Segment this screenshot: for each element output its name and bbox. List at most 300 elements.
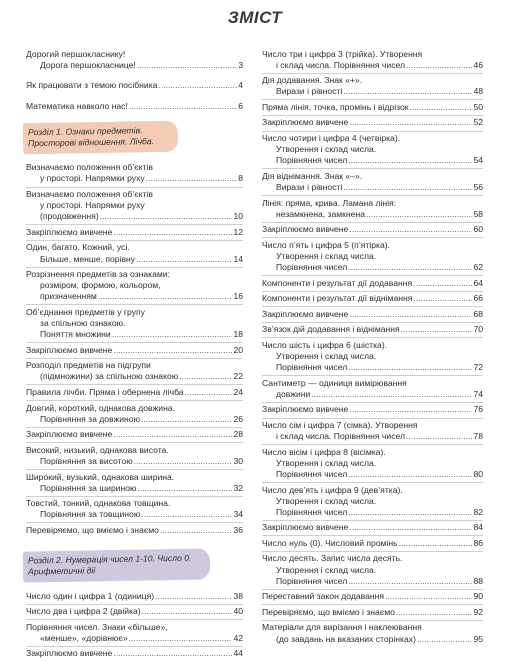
toc-entry-line [26,280,243,291]
dot-leader [158,80,237,91]
toc-entry-text: у просторі. Напрямки руху [40,200,145,211]
toc-entry-line [26,525,243,536]
page-number: 56 [473,181,483,192]
toc-entry-line [26,445,243,456]
toc-entry-text: незамкнена, замкнена [276,208,365,219]
toc-entry-text: Поняття множини [40,329,111,340]
toc-entry [26,359,243,386]
toc-entry-text: Число два і цифра 2 (двійка) [26,606,141,617]
toc-entry [26,268,243,306]
toc-entry-line [26,498,243,509]
page-number: 30 [233,455,243,466]
toc-entry-line [26,371,243,382]
toc-entry-text: Сантиметр — одиниця вимірювання [262,377,407,388]
toc-entry-line [26,80,243,91]
page-number: 52 [473,117,483,128]
toc-entry-line [26,509,243,520]
dot-leader [399,538,473,549]
toc-entry-text: Математика навколо нас! [26,100,128,111]
toc-entry [26,605,243,621]
toc-entry-text: Порівняння чисел [276,155,348,166]
page-number: 76 [473,404,483,415]
toc-entry-line [26,414,243,425]
toc-entry-text: Порівняння за товщиною [40,509,141,520]
dot-leader [343,86,472,97]
toc-entry-text: Число вісім і цифра 8 (вісімка). [262,446,386,457]
page-number: 32 [233,482,243,493]
dot-leader [113,648,232,659]
toc-left-column [26,47,243,661]
dot-leader [406,60,472,71]
toc-entry-text: Закріплюємо вивчене [26,429,113,440]
toc-entry [26,161,243,188]
toc-entry-line [26,162,243,173]
toc-entry-text: Утворення і склад числа. [276,495,377,506]
toc-entry [26,385,243,401]
toc-entry-line [262,49,483,60]
toc-right-column [262,47,483,647]
page-number: 70 [473,324,483,335]
toc-entry-line [262,155,483,166]
page-number: 28 [233,429,243,440]
toc-entry [262,621,483,647]
toc-entry [262,238,483,276]
toc-entry-line [262,324,483,335]
toc-entry-text: Число десять. Запис числа десять. [262,553,403,564]
page-number: 20 [233,344,243,355]
toc-entry [262,323,483,339]
toc-entry-line [262,117,483,128]
toc-entry-line [262,198,483,209]
toc-entry-text: за спільною ознакою. [40,318,126,328]
page-number: 34 [233,509,243,520]
page-title: ЗМІСТ [227,8,283,27]
toc-entry-line [262,576,483,587]
page-number: 22 [233,371,243,382]
toc-entry [262,445,483,483]
toc-entry-text: Вирази і рівності [276,86,343,97]
dot-leader [129,633,233,644]
toc-entry-text: Високий, низький, однакова висота. [26,444,169,455]
section-heading-line: Розділ 1. Ознаки предметів. [27,125,143,138]
toc-entry-text: Компоненти і результат дії віднімання [262,293,413,304]
toc-entry-line [262,485,483,496]
toc-entry-text: Дія додавання. Знак «+». [262,75,363,86]
toc-entry-line [262,507,483,518]
toc-entry [262,552,483,590]
toc-entry-line [26,60,243,71]
toc-entry-text: Порівняння чисел [276,506,348,517]
page-number: 95 [473,633,483,644]
toc-entry [262,47,483,74]
toc-entry-line [26,173,243,184]
toc-entry-line [26,211,243,222]
page-number: 24 [233,386,243,397]
toc-entry-text: і склад числа. Порівняння чисел [276,431,406,442]
toc-entry [26,443,243,470]
toc-entry [26,497,243,524]
toc-entry [26,343,243,359]
toc-entry [262,483,483,521]
toc-entry-text: «менше», «дорівнює» [40,632,128,643]
toc-entry-line [262,133,483,144]
dot-leader [129,101,237,112]
section-heading [23,121,179,155]
toc-entry-text: Матеріали для вирізання і наклеювання [262,622,422,633]
toc-entry-line [262,607,483,618]
toc-entry-text: Порівняння за висотою [40,455,133,466]
dot-leader [311,389,472,400]
toc-entry [262,292,483,308]
toc-entry-text: довжини [276,388,311,399]
dot-leader [112,329,233,340]
toc-entry-text: Пряма лінія, точка, промінь і відрізок [262,101,409,112]
toc-entry-text: Вирази і рівності [276,181,343,192]
toc-entry-line [262,553,483,564]
toc-entry-line [262,224,483,235]
toc-entry [26,305,243,343]
toc-entry-text: (підмножини) за спільною ознакою [40,371,179,382]
toc-entry [26,401,243,428]
page-number: 72 [473,362,483,373]
toc-entry-line [26,429,243,440]
dot-leader [349,309,472,320]
dot-leader [136,254,232,265]
section-heading-line: Просторові відношення. Лічба. [28,135,155,149]
toc-entry-line [262,469,483,480]
toc-entry-line [262,522,483,533]
toc-entry [26,589,243,605]
toc-entry-text: Порівняння чисел [276,575,348,586]
dot-leader [348,576,472,587]
toc-entry-line [262,591,483,602]
dot-leader [349,224,472,235]
page-number: 18 [233,329,243,340]
toc-entry-text: Довгий, короткий, однакова довжина. [26,402,175,413]
toc-entry-line [26,254,243,265]
toc-entry-text: Закріплюємо вивчене [262,522,349,533]
dot-leader [179,371,232,382]
toc-entry-text: Товстий, тонкий, однакова товщина. [26,498,171,509]
dot-leader [113,429,232,440]
toc-entry [26,225,243,241]
toc-entry-text: Більше, менше, порівну [40,253,136,264]
toc-entry-text: Зв’язок дій додавання і віднімання [262,324,400,335]
toc-entry [262,100,483,116]
dot-leader [348,469,472,480]
toc-entry-text: Переставний закон додавання [262,591,385,602]
page-number: 48 [473,86,483,97]
dot-leader [160,525,233,536]
toc-entry-text: Утворення і склад числа. [276,457,377,468]
toc-entry-text: Порівняння чисел. Знаки «більше», [26,621,168,632]
toc-entry-text: Перевіряємо, що вміємо і знаємо [262,606,395,617]
toc-entry [26,523,243,538]
page-number: 4 [238,80,243,91]
toc-entry [262,536,483,552]
toc-entry-text: Утворення і склад числа. [276,351,377,362]
toc-entry-text: Закріплюємо вивчене [262,117,349,128]
page-number: 54 [473,155,483,166]
toc-entry-line [262,240,483,251]
toc-entry-line [26,49,243,60]
toc-entry-text: і склад числа. Порівняння чисел [276,59,406,70]
toc-entry-line [262,378,483,389]
toc-entry [262,403,483,419]
toc-entry-text: Утворення і склад числа. [276,250,377,261]
page-number: 40 [233,606,243,617]
page-number: 62 [473,262,483,272]
toc-entry-line [262,293,483,304]
toc-entry-line [262,496,483,507]
toc-entry-text: Порівняння чисел [276,262,348,272]
toc-entry [26,241,243,268]
toc-entry-text: Утворення і склад числа. [276,144,377,155]
dot-leader [348,262,472,273]
section-heading-line: Арифметичні дії [28,565,96,577]
toc-entry [262,223,483,239]
toc-entry-text: Число три і цифра 3 (трійка). Утворення [262,48,423,59]
toc-entry-text: Порівняння за довжиною [40,413,141,424]
toc-entry-text: Правила лічби. Пряма і обернена лічба [26,386,184,397]
toc-entry-line [26,387,243,398]
toc-entry-text: Число п’ять і цифра 5 (п’ятірка). [262,239,391,250]
toc-entry-line [26,483,243,494]
toc-entry-text: Число дев’ять і цифра 9 (дев’ятка). [262,484,403,495]
page-number: 86 [473,537,483,548]
toc-entry-line [262,144,483,155]
page-number: 8 [238,173,243,184]
dot-leader [366,209,472,220]
dot-leader [348,155,472,166]
toc-entry-line [262,209,483,220]
toc-entry-line [26,329,243,340]
toc-entry-text: Число один і цифра 1 (одиниця) [26,590,155,601]
page-number: 26 [233,413,243,424]
toc-entry-text: Визначаємо положення об’єктів [26,189,153,200]
page-number: 74 [473,388,483,399]
dot-leader [417,634,473,645]
page-number: 3 [238,59,243,70]
dot-leader [113,345,232,356]
toc-entry-line [26,291,243,302]
toc-entry [262,276,483,292]
toc-entry-line [262,538,483,549]
page-number: 6 [238,100,243,111]
toc-entry-line [26,591,243,602]
toc-entry-text: Лінія: пряма, крива. Ламана лінія: [262,197,397,208]
toc-entry-text: Дорога першокласнице! [40,59,136,70]
toc-entry-text: Закріплюємо вивчене [26,648,113,659]
toc-entry-line [26,242,243,253]
page-number: 50 [473,101,483,112]
toc-entry-text: Закріплюємо вивчене [262,404,349,415]
dot-leader [142,606,233,617]
toc-entry [26,647,243,661]
dot-leader [98,291,233,302]
toc-entry-text: Число нуль (0). Числовий промінь [262,537,398,548]
dot-leader [141,509,232,520]
toc-entry-text: Порівняння чисел [276,362,348,373]
toc-entry-text: Число сім і цифра 7 (сімка). Утворення [262,420,418,431]
dot-leader [138,483,233,494]
dot-leader [348,362,472,373]
toc-entry-line [26,472,243,483]
toc-entry [262,116,483,132]
toc-entry [262,376,483,403]
page-number: 84 [473,522,483,533]
toc-entry-line [262,431,483,442]
page-number: 64 [473,277,483,288]
dot-leader [413,293,472,304]
toc-entry-text: у просторі. Напрямки руху [40,173,145,184]
toc-entry-text: Як працювати з темою посібника [26,80,158,91]
toc-entry [262,169,483,196]
toc-entry [26,188,243,226]
dot-leader [385,591,472,602]
toc-entry-text: Широкий, вузький, однакова ширина. [26,471,175,482]
toc-entry-text: Порівняння за шириною [40,482,137,493]
page-number: 80 [473,468,483,479]
page-number: 14 [233,253,243,264]
toc-entry-text: (до завдань на вказаних сторінках) [276,633,416,644]
page-number: 58 [473,208,483,219]
toc-entry-text: Один, багато. Кожний, усі. [26,242,130,253]
toc-entry-line [26,345,243,356]
page-number: 68 [473,308,483,319]
toc-entry-text: (продовження) [40,211,99,222]
page-number: 10 [233,211,243,222]
section-heading [23,548,211,582]
toc-entry [262,521,483,537]
toc-entry-line [26,403,243,414]
toc-entry-line [262,75,483,86]
toc-entry-text: розміром, формою, кольором, [40,280,161,291]
dot-leader [343,182,472,193]
page-number: 12 [233,226,243,237]
dot-leader [155,591,232,602]
toc-entry-line [262,565,483,576]
dot-leader [146,173,238,184]
dot-leader [406,431,472,442]
toc-entry-line [262,60,483,71]
page-number: 66 [473,293,483,304]
toc-entry [26,428,243,444]
toc-entry-line [262,389,483,400]
page-number: 92 [473,606,483,617]
page-number: 38 [233,590,243,601]
dot-leader [134,456,233,467]
dot-leader [413,278,472,289]
toc-entry [26,47,243,73]
toc-entry-text: Закріплюємо вивчене [26,226,113,237]
toc-entry-line [262,340,483,351]
toc-entry [262,605,483,621]
toc-entry-line [262,278,483,289]
toc-entry-text: призначенням [40,291,97,302]
dot-leader [349,117,472,128]
toc-entry-text: Дія віднімання. Знак «–». [262,170,363,181]
toc-entry-text: Об’єднання предметів у групу [26,306,145,317]
page-number: 36 [233,524,243,535]
dot-leader [113,227,232,238]
toc-entry-line [262,351,483,362]
page-number: 42 [233,632,243,643]
toc-entry-line [26,200,243,211]
page-number: 46 [473,59,483,70]
toc-entry-line [26,189,243,200]
page-number: 88 [473,575,483,586]
toc-entry-text: Число чотири і цифра 4 (четвірка). [262,133,401,144]
dot-leader [141,414,232,425]
toc-entry-text: Компоненти і результат дії додавання [262,277,413,288]
page-number: 44 [233,648,243,659]
toc-entry-text: Визначаємо положення об’єктів [26,162,153,173]
toc-entry-line [262,420,483,431]
dot-leader [100,211,233,222]
toc-entry-line [26,606,243,617]
toc-entry [26,79,243,94]
toc-entry-line [262,622,483,633]
toc-entry-line [262,404,483,415]
page-number: 82 [473,506,483,517]
section-heading-line: Розділ 2. Нумерація чисел 1-10. Число 0. [27,552,192,566]
toc-entry [262,132,483,170]
toc-entry-line [26,360,243,371]
toc-entry-text: Дорогий першокласнику! [26,48,126,59]
toc-entry-text: Закріплюємо вивчене [26,344,113,355]
toc-entry [262,307,483,323]
toc-entry [262,74,483,101]
toc-entry-text: Розрізнення предметів за ознаками: [26,269,170,280]
toc-entry-line [26,648,243,659]
toc-entry-line [26,622,243,633]
toc-entry-text: Закріплюємо вивчене [262,224,349,235]
toc-entry [262,590,483,606]
toc-entry-line [262,634,483,645]
page-number: 16 [233,291,243,302]
toc-entry-line [26,227,243,238]
toc-entry-line [26,101,243,112]
dot-leader [185,387,233,398]
toc-entry-line [26,633,243,644]
toc-entry-line [262,458,483,469]
toc-entry-line [26,269,243,280]
toc-entry [26,620,243,647]
page-number: 60 [473,224,483,235]
toc-entry-line [262,262,483,273]
toc-entry-line [262,362,483,373]
toc-entry-line [262,171,483,182]
dot-leader [396,607,473,618]
dot-leader [348,507,472,518]
dot-leader [137,60,237,71]
toc-entry [262,338,483,376]
toc-entry-line [26,456,243,467]
toc-entry-line [26,307,243,318]
toc-entry-text: Розподіл предметів на підгрупи [26,360,151,371]
toc-entry-text: Порівняння чисел [276,468,348,479]
toc-entry-text: Утворення і склад числа. [276,564,377,575]
toc-entry-line [262,102,483,113]
dot-leader [401,324,473,335]
dot-leader [410,102,473,113]
toc-entry [262,196,483,223]
toc-entry-line [262,182,483,193]
toc-entry-line [262,86,483,97]
toc-entry-line [262,251,483,262]
dot-leader [349,522,472,533]
